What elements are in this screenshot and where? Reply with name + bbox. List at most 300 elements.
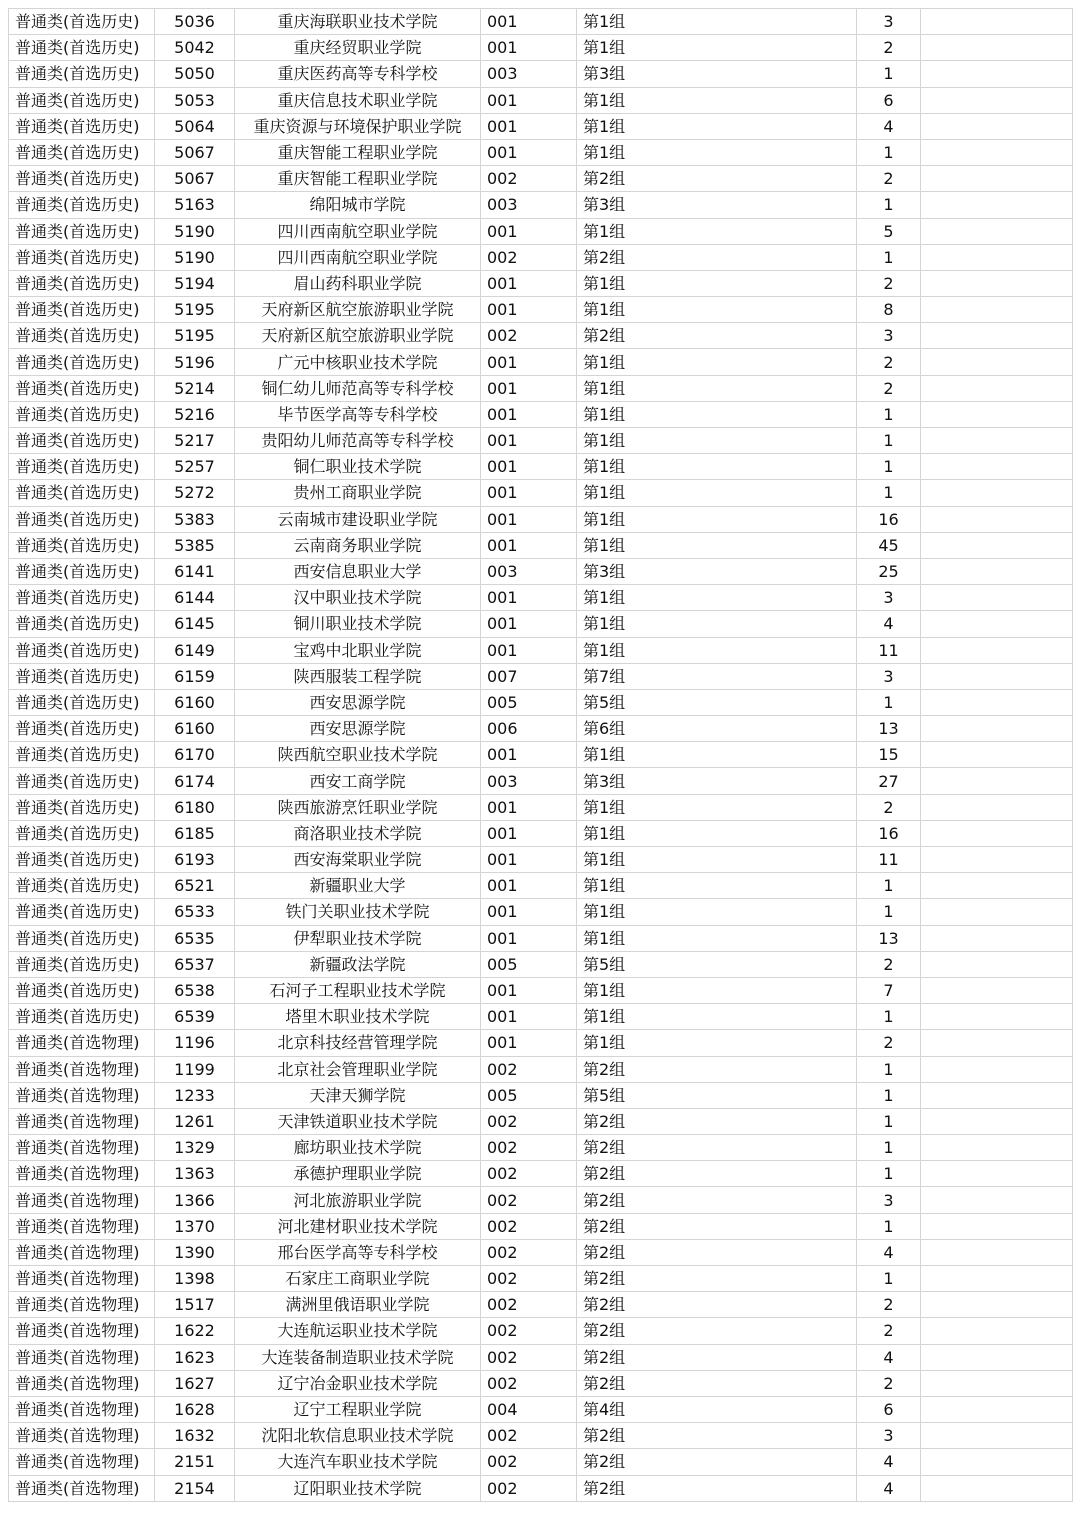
group-name-cell: 第2组 [577,244,857,270]
group-name-cell: 第4组 [577,1396,857,1422]
group-code-cell: 001 [481,506,577,532]
group-code-cell: 001 [481,847,577,873]
school-name-cell: 铜仁职业技术学院 [235,454,481,480]
group-name-cell: 第1组 [577,925,857,951]
table-row [9,113,1073,139]
category-cell: 普通类(首选历史) [9,532,155,558]
group-name-cell: 第1组 [577,9,857,35]
empty-cell [921,139,1073,165]
group-code-cell: 002 [481,1292,577,1318]
school-name-cell: 大连汽车职业技术学院 [235,1449,481,1475]
empty-cell [921,977,1073,1003]
table-row [9,375,1073,401]
school-code-cell: 5190 [155,244,235,270]
category-cell: 普通类(首选历史) [9,166,155,192]
plan-count-cell: 1 [857,1108,921,1134]
group-code-cell: 002 [481,1187,577,1213]
category-cell: 普通类(首选历史) [9,401,155,427]
table-row [9,1135,1073,1161]
group-code-cell: 002 [481,1213,577,1239]
empty-cell [921,1108,1073,1134]
plan-count-cell: 4 [857,1239,921,1265]
group-code-cell: 002 [481,1318,577,1344]
empty-cell [921,87,1073,113]
group-code-cell: 002 [481,323,577,349]
school-name-cell: 铁门关职业技术学院 [235,899,481,925]
school-name-cell: 新疆政法学院 [235,951,481,977]
plan-count-cell: 1 [857,61,921,87]
plan-count-cell: 1 [857,139,921,165]
group-name-cell: 第2组 [577,323,857,349]
school-code-cell: 5383 [155,506,235,532]
plan-count-cell: 13 [857,716,921,742]
school-code-cell: 2151 [155,1449,235,1475]
school-code-cell: 6159 [155,663,235,689]
school-name-cell: 西安思源学院 [235,689,481,715]
school-code-cell: 6537 [155,951,235,977]
table-row [9,1239,1073,1265]
table-row [9,1108,1073,1134]
empty-cell [921,820,1073,846]
table-row [9,1292,1073,1318]
plan-count-cell: 5 [857,218,921,244]
school-code-cell: 6535 [155,925,235,951]
group-code-cell: 002 [481,1239,577,1265]
plan-count-cell: 6 [857,1396,921,1422]
plan-count-cell: 1 [857,873,921,899]
school-code-cell: 1363 [155,1161,235,1187]
table-row [9,1396,1073,1422]
empty-cell [921,1187,1073,1213]
school-code-cell: 6174 [155,768,235,794]
table-row [9,1370,1073,1396]
empty-cell [921,1475,1073,1501]
school-code-cell: 5214 [155,375,235,401]
group-code-cell: 001 [481,1030,577,1056]
admission-plan-table [8,8,1073,1502]
group-code-cell: 001 [481,925,577,951]
empty-cell [921,1030,1073,1056]
table-row [9,1423,1073,1449]
group-code-cell: 001 [481,899,577,925]
school-code-cell: 5195 [155,297,235,323]
school-name-cell: 重庆资源与环境保护职业学院 [235,113,481,139]
group-name-cell: 第2组 [577,1449,857,1475]
group-name-cell: 第1组 [577,35,857,61]
group-code-cell: 007 [481,663,577,689]
school-code-cell: 5042 [155,35,235,61]
empty-cell [921,1213,1073,1239]
group-name-cell: 第1组 [577,454,857,480]
school-code-cell: 6180 [155,794,235,820]
plan-count-cell: 1 [857,1135,921,1161]
category-cell: 普通类(首选历史) [9,61,155,87]
school-name-cell: 贵阳幼儿师范高等专科学校 [235,428,481,454]
school-name-cell: 贵州工商职业学院 [235,480,481,506]
table-row [9,1344,1073,1370]
school-name-cell: 绵阳城市学院 [235,192,481,218]
category-cell: 普通类(首选历史) [9,820,155,846]
table-row [9,1030,1073,1056]
school-name-cell: 河北建材职业技术学院 [235,1213,481,1239]
school-code-cell: 1233 [155,1082,235,1108]
empty-cell [921,611,1073,637]
category-cell: 普通类(首选物理) [9,1161,155,1187]
empty-cell [921,637,1073,663]
group-code-cell: 002 [481,1056,577,1082]
group-name-cell: 第3组 [577,768,857,794]
group-name-cell: 第1组 [577,1004,857,1030]
group-name-cell: 第1组 [577,820,857,846]
table-row [9,454,1073,480]
plan-count-cell: 16 [857,820,921,846]
group-name-cell: 第5组 [577,1082,857,1108]
plan-count-cell: 1 [857,192,921,218]
plan-count-cell: 16 [857,506,921,532]
school-name-cell: 北京社会管理职业学院 [235,1056,481,1082]
school-name-cell: 满洲里俄语职业学院 [235,1292,481,1318]
group-code-cell: 002 [481,1108,577,1134]
table-row [9,794,1073,820]
group-code-cell: 001 [481,637,577,663]
table-row [9,192,1073,218]
plan-count-cell: 2 [857,1318,921,1344]
table-row [9,139,1073,165]
empty-cell [921,454,1073,480]
plan-count-cell: 4 [857,1344,921,1370]
school-code-cell: 5257 [155,454,235,480]
group-name-cell: 第2组 [577,1161,857,1187]
plan-count-cell: 2 [857,166,921,192]
school-name-cell: 商洛职业技术学院 [235,820,481,846]
school-name-cell: 陕西旅游烹饪职业学院 [235,794,481,820]
category-cell: 普通类(首选历史) [9,637,155,663]
group-name-cell: 第1组 [577,375,857,401]
group-code-cell: 001 [481,35,577,61]
empty-cell [921,663,1073,689]
school-code-cell: 1622 [155,1318,235,1344]
plan-count-cell: 1 [857,244,921,270]
category-cell: 普通类(首选物理) [9,1344,155,1370]
school-code-cell: 1370 [155,1213,235,1239]
group-code-cell: 003 [481,192,577,218]
category-cell: 普通类(首选历史) [9,113,155,139]
table-row [9,742,1073,768]
empty-cell [921,689,1073,715]
group-name-cell: 第3组 [577,192,857,218]
table-row [9,87,1073,113]
empty-cell [921,1396,1073,1422]
category-cell: 普通类(首选物理) [9,1082,155,1108]
empty-cell [921,951,1073,977]
empty-cell [921,35,1073,61]
category-cell: 普通类(首选历史) [9,768,155,794]
school-code-cell: 1199 [155,1056,235,1082]
group-name-cell: 第1组 [577,637,857,663]
empty-cell [921,899,1073,925]
school-code-cell: 1623 [155,1344,235,1370]
group-code-cell: 002 [481,1475,577,1501]
plan-count-cell: 3 [857,323,921,349]
school-code-cell: 6538 [155,977,235,1003]
school-code-cell: 5064 [155,113,235,139]
plan-count-cell: 8 [857,297,921,323]
category-cell: 普通类(首选历史) [9,480,155,506]
plan-count-cell: 1 [857,480,921,506]
school-code-cell: 6539 [155,1004,235,1030]
category-cell: 普通类(首选历史) [9,611,155,637]
category-cell: 普通类(首选物理) [9,1056,155,1082]
table-row [9,899,1073,925]
group-code-cell: 001 [481,270,577,296]
school-code-cell: 5067 [155,139,235,165]
plan-count-cell: 1 [857,1161,921,1187]
group-name-cell: 第1组 [577,139,857,165]
category-cell: 普通类(首选历史) [9,925,155,951]
plan-count-cell: 13 [857,925,921,951]
group-code-cell: 001 [481,585,577,611]
group-name-cell: 第1组 [577,611,857,637]
school-name-cell: 大连航运职业技术学院 [235,1318,481,1344]
school-name-cell: 四川西南航空职业学院 [235,244,481,270]
category-cell: 普通类(首选历史) [9,323,155,349]
empty-cell [921,244,1073,270]
group-code-cell: 001 [481,480,577,506]
school-name-cell: 陕西航空职业技术学院 [235,742,481,768]
plan-count-cell: 1 [857,1082,921,1108]
empty-cell [921,323,1073,349]
group-name-cell: 第1组 [577,847,857,873]
category-cell: 普通类(首选历史) [9,716,155,742]
table-row [9,1056,1073,1082]
empty-cell [921,585,1073,611]
group-name-cell: 第2组 [577,1108,857,1134]
school-code-cell: 6144 [155,585,235,611]
group-name-cell: 第1组 [577,480,857,506]
school-code-cell: 1632 [155,1423,235,1449]
school-code-cell: 5272 [155,480,235,506]
school-code-cell: 5216 [155,401,235,427]
school-name-cell: 辽宁冶金职业技术学院 [235,1370,481,1396]
school-name-cell: 西安海棠职业学院 [235,847,481,873]
group-name-cell: 第1组 [577,899,857,925]
group-name-cell: 第2组 [577,1475,857,1501]
table-row [9,506,1073,532]
school-code-cell: 6145 [155,611,235,637]
school-code-cell: 5194 [155,270,235,296]
plan-count-cell: 2 [857,1030,921,1056]
group-code-cell: 001 [481,454,577,480]
table-row [9,663,1073,689]
group-name-cell: 第5组 [577,951,857,977]
school-name-cell: 河北旅游职业学院 [235,1187,481,1213]
table-row [9,1187,1073,1213]
plan-count-cell: 3 [857,1187,921,1213]
group-code-cell: 005 [481,1082,577,1108]
group-name-cell: 第6组 [577,716,857,742]
category-cell: 普通类(首选历史) [9,689,155,715]
school-name-cell: 重庆智能工程职业学院 [235,166,481,192]
plan-count-cell: 4 [857,1449,921,1475]
group-code-cell: 003 [481,768,577,794]
category-cell: 普通类(首选历史) [9,873,155,899]
category-cell: 普通类(首选历史) [9,297,155,323]
category-cell: 普通类(首选历史) [9,270,155,296]
group-name-cell: 第1组 [577,297,857,323]
group-name-cell: 第2组 [577,1266,857,1292]
school-name-cell: 西安思源学院 [235,716,481,742]
school-name-cell: 重庆智能工程职业学院 [235,139,481,165]
plan-count-cell: 2 [857,375,921,401]
school-name-cell: 云南商务职业学院 [235,532,481,558]
school-name-cell: 云南城市建设职业学院 [235,506,481,532]
school-name-cell: 天府新区航空旅游职业学院 [235,323,481,349]
school-name-cell: 铜仁幼儿师范高等专科学校 [235,375,481,401]
group-code-cell: 002 [481,1161,577,1187]
plan-count-cell: 1 [857,1056,921,1082]
school-code-cell: 1517 [155,1292,235,1318]
school-code-cell: 6533 [155,899,235,925]
group-code-cell: 003 [481,558,577,584]
school-name-cell: 承德护理职业学院 [235,1161,481,1187]
category-cell: 普通类(首选历史) [9,977,155,1003]
school-name-cell: 陕西服装工程学院 [235,663,481,689]
empty-cell [921,532,1073,558]
plan-count-cell: 7 [857,977,921,1003]
group-code-cell: 001 [481,428,577,454]
school-name-cell: 辽宁工程职业学院 [235,1396,481,1422]
group-name-cell: 第2组 [577,1056,857,1082]
plan-count-cell: 1 [857,1266,921,1292]
category-cell: 普通类(首选历史) [9,794,155,820]
empty-cell [921,794,1073,820]
category-cell: 普通类(首选历史) [9,192,155,218]
group-name-cell: 第1组 [577,585,857,611]
group-code-cell: 001 [481,87,577,113]
plan-count-cell: 1 [857,401,921,427]
school-code-cell: 1398 [155,1266,235,1292]
empty-cell [921,716,1073,742]
plan-count-cell: 3 [857,585,921,611]
category-cell: 普通类(首选物理) [9,1292,155,1318]
empty-cell [921,1449,1073,1475]
school-name-cell: 新疆职业大学 [235,873,481,899]
plan-count-cell: 1 [857,454,921,480]
group-name-cell: 第1组 [577,794,857,820]
category-cell: 普通类(首选物理) [9,1239,155,1265]
empty-cell [921,270,1073,296]
empty-cell [921,1423,1073,1449]
empty-cell [921,1135,1073,1161]
category-cell: 普通类(首选历史) [9,585,155,611]
group-code-cell: 001 [481,742,577,768]
group-code-cell: 001 [481,218,577,244]
school-name-cell: 四川西南航空职业学院 [235,218,481,244]
school-code-cell: 6160 [155,716,235,742]
empty-cell [921,9,1073,35]
group-code-cell: 001 [481,820,577,846]
group-code-cell: 001 [481,977,577,1003]
plan-count-cell: 25 [857,558,921,584]
school-code-cell: 5217 [155,428,235,454]
table-row [9,585,1073,611]
plan-count-cell: 1 [857,899,921,925]
group-name-cell: 第2组 [577,1370,857,1396]
group-name-cell: 第1组 [577,401,857,427]
empty-cell [921,1266,1073,1292]
plan-count-cell: 2 [857,35,921,61]
category-cell: 普通类(首选历史) [9,663,155,689]
group-name-cell: 第1组 [577,532,857,558]
table-row [9,349,1073,375]
empty-cell [921,401,1073,427]
school-code-cell: 5196 [155,349,235,375]
group-name-cell: 第7组 [577,663,857,689]
plan-count-cell: 2 [857,951,921,977]
group-code-cell: 002 [481,1344,577,1370]
category-cell: 普通类(首选物理) [9,1318,155,1344]
empty-cell [921,166,1073,192]
table-row [9,951,1073,977]
plan-count-cell: 3 [857,1423,921,1449]
group-name-cell: 第2组 [577,1423,857,1449]
table-row [9,61,1073,87]
plan-count-cell: 45 [857,532,921,558]
school-code-cell: 1196 [155,1030,235,1056]
school-name-cell: 邢台医学高等专科学校 [235,1239,481,1265]
empty-cell [921,297,1073,323]
table-row [9,847,1073,873]
empty-cell [921,558,1073,584]
table-row [9,218,1073,244]
group-code-cell: 005 [481,951,577,977]
school-name-cell: 宝鸡中北职业学院 [235,637,481,663]
group-code-cell: 002 [481,1266,577,1292]
school-code-cell: 1390 [155,1239,235,1265]
empty-cell [921,925,1073,951]
group-code-cell: 001 [481,349,577,375]
school-name-cell: 北京科技经营管理学院 [235,1030,481,1056]
category-cell: 普通类(首选历史) [9,244,155,270]
category-cell: 普通类(首选物理) [9,1423,155,1449]
category-cell: 普通类(首选历史) [9,218,155,244]
empty-cell [921,1004,1073,1030]
group-code-cell: 001 [481,375,577,401]
group-code-cell: 001 [481,297,577,323]
table-row [9,1082,1073,1108]
category-cell: 普通类(首选物理) [9,1370,155,1396]
empty-cell [921,1370,1073,1396]
school-code-cell: 6141 [155,558,235,584]
empty-cell [921,428,1073,454]
empty-cell [921,1239,1073,1265]
group-name-cell: 第1组 [577,977,857,1003]
category-cell: 普通类(首选历史) [9,35,155,61]
school-name-cell: 塔里木职业技术学院 [235,1004,481,1030]
table-row [9,873,1073,899]
plan-count-cell: 1 [857,1004,921,1030]
table-row [9,401,1073,427]
school-name-cell: 重庆信息技术职业学院 [235,87,481,113]
empty-cell [921,349,1073,375]
table-row [9,637,1073,663]
empty-cell [921,1056,1073,1082]
group-name-cell: 第2组 [577,1344,857,1370]
school-name-cell: 广元中核职业技术学院 [235,349,481,375]
category-cell: 普通类(首选历史) [9,1004,155,1030]
school-name-cell: 石河子工程职业技术学院 [235,977,481,1003]
table-row [9,1213,1073,1239]
